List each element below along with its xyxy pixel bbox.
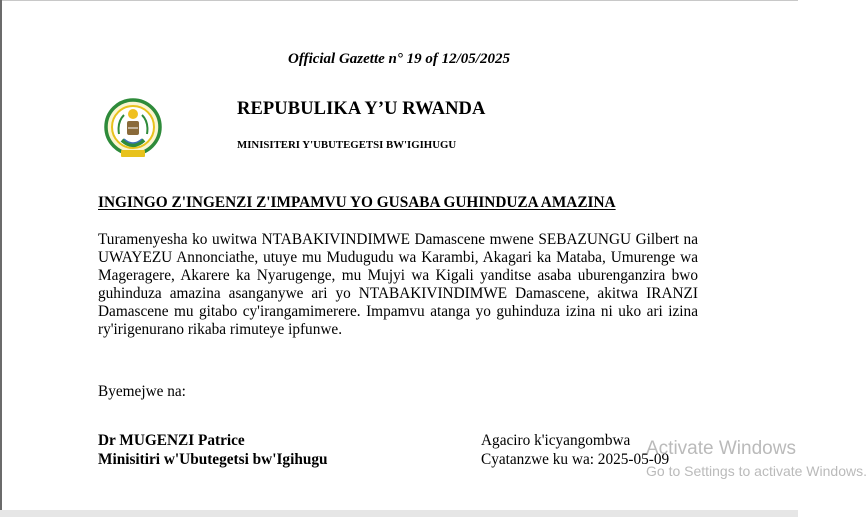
notice-heading: INGINGO Z'INGENZI Z'IMPAMVU YO GUSABA GUHINDUZA AMAZINA xyxy=(98,194,616,211)
gazette-header: Official Gazette n° 19 of 12/05/2025 xyxy=(288,51,510,67)
ministry-title: MINISITERI Y'UBUTEGETSI BW'IGIHUGU xyxy=(237,139,457,151)
signed-by-label: Byemejwe na: xyxy=(98,383,186,400)
signer-block xyxy=(98,432,327,469)
document-meta xyxy=(481,432,669,469)
window-left-border xyxy=(0,0,2,517)
rwanda-seal-icon xyxy=(104,98,162,160)
issued-date: Cyatanzwe ku wa: 2025-05-09 xyxy=(481,450,670,468)
activation-watermark xyxy=(646,438,867,480)
watermark-title: Activate Windows xyxy=(646,438,796,459)
watermark-subtitle: Go to Settings to activate Windows. xyxy=(646,463,867,479)
signer-title: Minisitiri w'Ubutegetsi bw'Igihugu xyxy=(98,450,328,468)
notice-body: Turamenyesha ko uwitwa NTABAKIVINDIMWE Damascene mwene SEBAZUNGU Gilbert na UWAYEZU Annonciathe, utuye mu Mudugudu wa Karambi, Akagari ka Mataba, Umurenge wa Mageragere, Akarere ka Nyarugenge, mu Mujyi wa Kigali yanditse asaba uburenganzira bwo guhinduza amazina asanganywe ari yo NTABAKIVINDIMWE Damascene, akitwa IRANZI Damascene mu gitabo cy'irangamimerere. Impamvu atanga yo guhinduza izina ni uko ari izina ry'irigenurano rikaba rimuteye ipfunwe. xyxy=(98,231,698,338)
republic-title: REPUBULIKA Y’U RWANDA xyxy=(237,99,486,119)
signer-name: Dr MUGENZI Patrice xyxy=(98,432,245,449)
window-top-border xyxy=(0,0,798,1)
window-bottom-border xyxy=(0,510,798,517)
validity-label: Agaciro k'icyangombwa xyxy=(481,432,631,449)
